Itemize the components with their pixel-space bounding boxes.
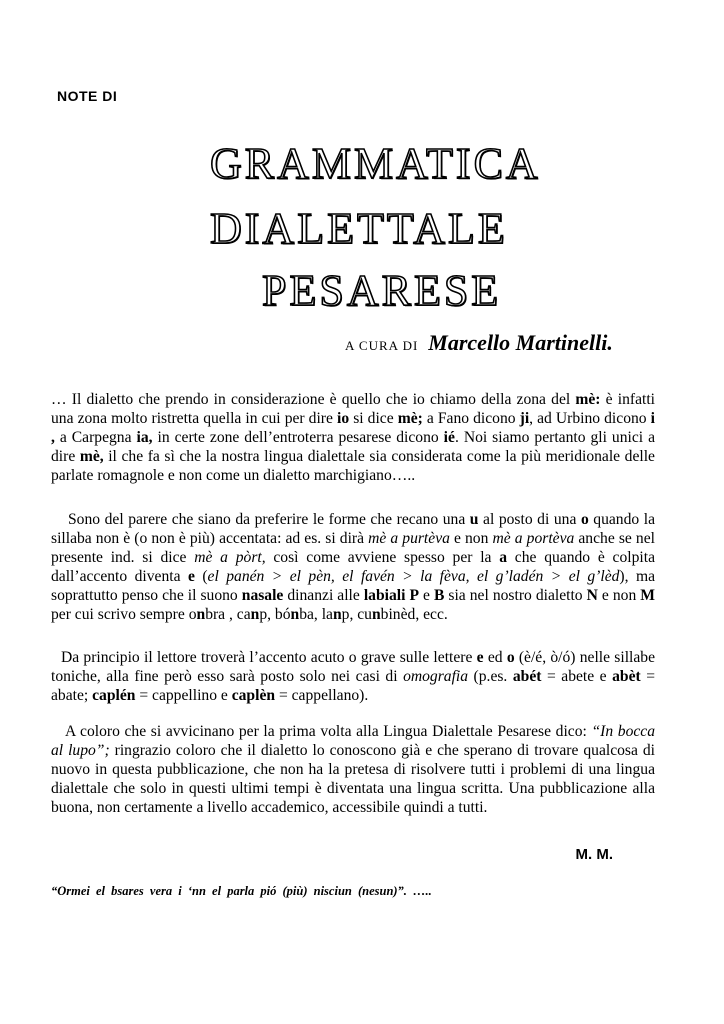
text-run: e non [449, 530, 493, 548]
text-run: al posto di una [478, 511, 581, 528]
text-run: si dice [349, 410, 398, 428]
text-run: io [336, 410, 350, 428]
text-run: p, cu [341, 606, 372, 624]
curator-name: Marcello Martinelli. [428, 330, 613, 355]
text-run: = abate; [51, 668, 656, 705]
text-run: mè: [575, 391, 601, 408]
text-run: anche se nel presente ind. si dice [51, 530, 655, 567]
text-run: binèd, ecc. [380, 606, 448, 624]
text-run: A coloro che si avvicinano per la prima volta alla Lingua Dialettale Pesarese dico: [65, 723, 592, 740]
text-run: ié [443, 429, 455, 447]
paragraph-3 [51, 648, 655, 705]
text-run: e non [597, 587, 641, 605]
text-run: a Fano dicono [422, 410, 520, 428]
text-run: e [419, 587, 434, 605]
title-line-2: DIALETTALE [210, 204, 508, 253]
text-run: mè, [79, 448, 104, 466]
text-run: B [433, 587, 445, 605]
text-run: dinanzi alle [283, 587, 364, 605]
text-run: o [506, 649, 515, 666]
text-run: e [476, 649, 484, 666]
text-run: = cappellino e [135, 687, 232, 705]
text-run: el panén > el pèn, el favén > la fèva, el g’ladén > el g’lèd [207, 568, 620, 586]
text-run: n [371, 606, 381, 624]
text-run: labiali P [363, 587, 419, 605]
text-run: e [187, 568, 195, 586]
text-run: (p.es. [468, 668, 513, 686]
text-run: mè a portèva [492, 530, 575, 548]
text-run: N [586, 587, 598, 605]
text-run: n [196, 606, 206, 624]
text-run: Da principio il lettore troverà l’accento acuto o grave sulle lettere [61, 649, 477, 666]
text-run: , ad Urbino dicono [529, 410, 651, 428]
text-run: ji [519, 410, 530, 428]
text-run: = cappellano). [275, 687, 369, 705]
text-run: ba, la [299, 606, 333, 624]
text-run: omografia [403, 668, 469, 686]
text-run: mè a purtèva [368, 530, 450, 548]
curator-label: A CURA DI [345, 338, 419, 353]
text-run: sia nel nostro dialetto [444, 587, 587, 605]
text-run: caplén [92, 687, 136, 705]
text-run: così come avviene spesso per la [265, 549, 500, 567]
text-run: = abete e [541, 668, 613, 686]
text-run: bra , ca [205, 606, 251, 624]
text-run: “In bocca al lupo”; [51, 723, 656, 760]
text-run: Sono del parere che siano da preferire le forme che recano una [68, 511, 470, 528]
text-run: abét [512, 668, 542, 686]
text-run: caplèn [231, 687, 276, 705]
text-run: a Carpegna [54, 429, 137, 447]
text-run: ), ma soprattutto penso che il suono [51, 568, 655, 605]
text-run: ringrazio coloro che il dialetto lo conoscono già e che sperano di trovare qualcosa di nuovo in questa pubblicazione, che non ha la pretesa di risolvere tutti i problemi di una lingua dialettale che solo in questi ultimi tempi è diventata una lingua scritta. Una pubblicazione alla buona, non certamente a livello accademico, accessibile quindi a tutti. [51, 742, 655, 817]
header-kicker: NOTE DI [57, 88, 118, 104]
text-run: n [290, 606, 300, 624]
text-run: ed [483, 649, 507, 666]
text-run: nasale [241, 587, 284, 605]
text-run: mè; [397, 410, 423, 428]
text-run: mè a pòrt, [194, 549, 266, 567]
signature: M. M. [575, 846, 613, 863]
text-run: ia, [136, 429, 153, 447]
text-run: . Noi siamo pertanto gli unici a dire [51, 429, 655, 466]
text-run: per cui scrivo sempre o [51, 606, 197, 624]
text-run: ( [194, 568, 208, 586]
text-run: (è/é, ò/ó) nelle sillabe toniche, alla fine però esso sarà posto solo nei casi di [51, 649, 656, 686]
text-run: in certe zone dell’entroterra pesarese dicono [152, 429, 444, 447]
title-line-1: GRAMMATICA [210, 139, 541, 188]
text-run: abèt [612, 668, 641, 686]
text-run: a [499, 549, 508, 567]
text-run: M [640, 587, 655, 605]
paragraph-4 [51, 722, 655, 817]
text-run: n [250, 606, 260, 624]
text-run: n [332, 606, 342, 624]
text-run: p, bó [259, 606, 291, 624]
curator-line [345, 330, 613, 356]
text-run: i , [51, 410, 655, 447]
text-run: è infatti una zona molto ristretta quella in cui per dire [51, 391, 655, 428]
title-line-3: PESARESE [262, 266, 502, 315]
text-run: u [469, 511, 479, 528]
text-run: o [580, 511, 589, 528]
paragraph-2 [51, 510, 655, 625]
footer-quote: “Ormei el bsares vera i ‘nn el parla pió (più) nisciun (nesun)”. ….. [51, 884, 432, 898]
paragraph-1 [51, 390, 655, 485]
text-run: … Il dialetto che prendo in considerazione è quello che io chiamo della zona del [51, 391, 576, 408]
text-run: che quando è colpita dall’accento diventa [51, 549, 655, 586]
text-run: quando la sillaba non è (o non è più) accentata: ad es. si dirà [51, 511, 655, 548]
text-run: il che fa sì che la nostra lingua dialettale sia considerata come la più meridionale delle parlate romagnole e non come un dialetto marchigiano….. [51, 448, 655, 485]
